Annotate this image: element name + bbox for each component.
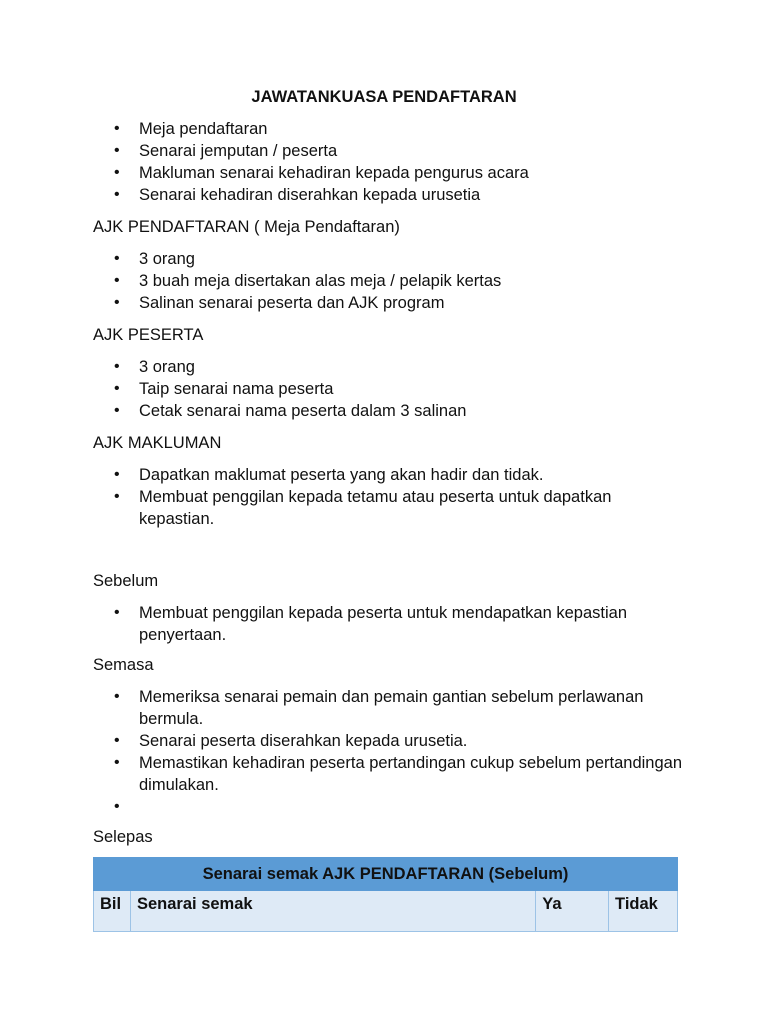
table-caption-row (94, 858, 678, 891)
list-item: • Salinan senarai peserta dan AJK program (0, 292, 768, 314)
checklist-table (93, 857, 678, 932)
list-item: • Membuat penggilan kepada tetamu atau peserta untuk dapatkan kepastian. (0, 486, 768, 530)
list-item: • Senarai kehadiran diserahkan kepada urusetia (0, 184, 768, 206)
list-item: • 3 buah meja disertakan alas meja / pelapik kertas (0, 270, 768, 292)
column-header-senarai-semak: Senarai semak (130, 891, 535, 932)
list-item: • Dapatkan maklumat peserta yang akan hadir dan tidak. (0, 464, 768, 486)
column-header-ya: Ya (536, 891, 609, 932)
section-heading-ajk-pendaftaran: AJK PENDAFTARAN ( Meja Pendaftaran) (93, 218, 400, 236)
list-item: • Cetak senarai nama peserta dalam 3 salinan (0, 400, 768, 422)
section-heading-ajk-makluman: AJK MAKLUMAN (93, 434, 222, 452)
table-caption: Senarai semak AJK PENDAFTARAN (Sebelum) (94, 858, 678, 891)
list-item: • 3 orang (0, 248, 768, 270)
ajk-makluman-list (0, 464, 768, 530)
list-item-empty (0, 796, 768, 818)
registration-tasks-list (0, 118, 768, 206)
column-header-bil: Bil (94, 891, 131, 932)
list-item: • Memeriksa senarai pemain dan pemain gantian sebelum perlawanan bermula. (0, 686, 768, 730)
list-item: • Membuat penggilan kepada peserta untuk mendapatkan kepastian penyertaan. (0, 602, 768, 646)
table-header-row (94, 891, 678, 932)
list-item: • Meja pendaftaran (0, 118, 768, 140)
sebelum-list (0, 602, 768, 646)
list-item: • 3 orang (0, 356, 768, 378)
section-heading-sebelum: Sebelum (93, 572, 159, 590)
list-item: • Senarai peserta diserahkan kepada urusetia. (0, 730, 768, 752)
ajk-peserta-list (0, 356, 768, 422)
list-item: • Memastikan kehadiran peserta pertandingan cukup sebelum pertandingan dimulakan. (0, 752, 768, 796)
list-item: • Makluman senarai kehadiran kepada pengurus acara (0, 162, 768, 184)
ajk-pendaftaran-list (0, 248, 768, 314)
document-title: JAWATANKUASA PENDAFTARAN (251, 88, 517, 106)
section-heading-semasa: Semasa (93, 656, 154, 674)
semasa-list (0, 686, 768, 818)
column-header-tidak: Tidak (609, 891, 678, 932)
section-heading-ajk-peserta: AJK PESERTA (93, 326, 204, 344)
section-heading-selepas: Selepas (93, 828, 153, 846)
list-item: • Senarai jemputan / peserta (0, 140, 768, 162)
list-item: • Taip senarai nama peserta (0, 378, 768, 400)
